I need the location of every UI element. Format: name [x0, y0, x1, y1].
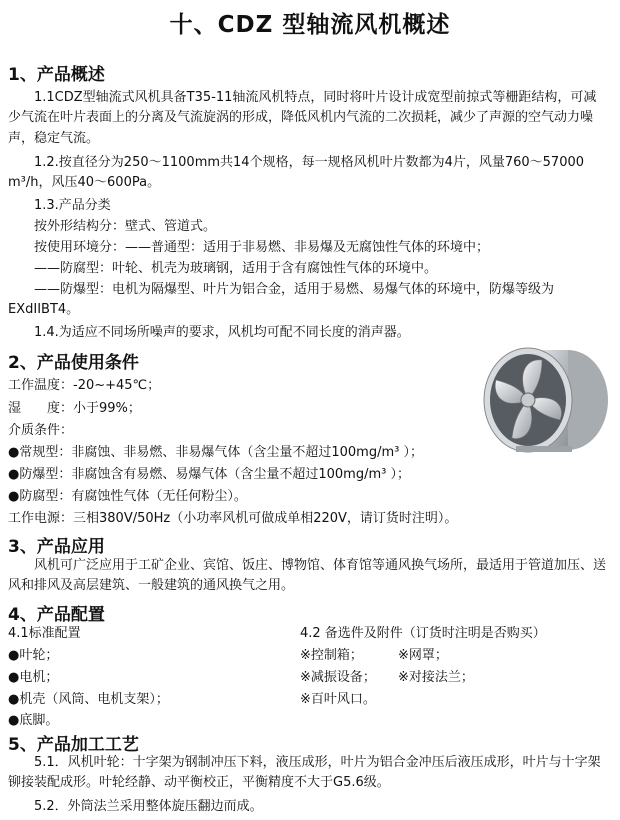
section-heading-application: 3、产品应用: [8, 537, 105, 557]
condition-humidity: 湿 度：小于99%；: [8, 401, 141, 416]
config-item-impeller: ●叶轮；: [8, 648, 59, 663]
section-heading-overview: 1、产品概述: [8, 65, 105, 85]
overview-silencer: 1.4.为适应不同场所噪声的要求，风机均可配不同长度的消声器。: [34, 325, 410, 340]
section-heading-configuration: 4、产品配置: [8, 605, 105, 625]
condition-normal-type: ●常规型：非腐蚀、非易燃、非易爆气体（含尘量不超过100mg/m³ ）；: [8, 445, 423, 460]
overview-by-shape: 按外形结构分：壁式、管道式。: [34, 219, 217, 234]
overview-paragraph-2: 1.2.按直径分为250～1100mm共14个规格，每一规格风机叶片数都为4片，风量760～57000 m³/h，风压40～600Pa。: [8, 155, 585, 191]
overview-explosion-proof: ——防爆型：电机为隔爆型、叶片为铝合金，适用于易燃、易爆气体的环境中，防爆等级为EXdIIBT4。: [8, 282, 555, 318]
axial-fan-image: [476, 344, 616, 456]
section-heading-conditions: 2、产品使用条件: [8, 353, 139, 373]
standard-config-title: 4.1标准配置: [8, 626, 81, 641]
condition-media: 介质条件：: [8, 423, 74, 438]
overview-anticorrosion: ——防腐型：叶轮、机壳为玻璃钢，适用于含有腐蚀性气体的环境中。: [34, 261, 438, 276]
overview-paragraph-1: 1.1CDZ型轴流式风机具备T35-11轴流风机特点，同时将叶片设计成宽型前掠式等栅距结构，可减少气流在叶片表面上的分离及气流旋涡的形成，降低风机内气流的二次损耗，减少了声源的空气动力噪声，稳定气流。: [8, 90, 597, 146]
config-item-casing: ●机壳（风筒、电机支架）；: [8, 692, 169, 707]
config-item-motor: ●电机；: [8, 670, 59, 685]
condition-power: 工作电源：三相380V/50Hz（小功率风机可做成单相220V，请订货时注明）。: [8, 511, 458, 526]
process-impeller: 5.1．风机叶轮：十字架为钢制冲压下料，液压成形，叶片为铝合金冲压后液压成形，叶片与十字架铆接装配成形。叶轮经静、动平衡校正，平衡精度不大于G5.6级。: [8, 755, 601, 791]
application-paragraph: 风机可广泛应用于工矿企业、宾馆、饭庄、博物馆、体育馆等通风换气场所，最适用于管道加压、送风和排风及高层建筑、一般建筑的通风换气之用。: [8, 558, 607, 594]
overview-classification: 1.3.产品分类: [34, 198, 111, 213]
condition-explosion-type: ●防爆型：非腐蚀含有易燃、易爆气体（含尘量不超过100mg/m³ ）；: [8, 467, 410, 482]
overview-by-environment: 按使用环境分：——普通型：适用于非易燃、非易爆及无腐蚀性气体的环境中；: [34, 240, 490, 255]
config-item-feet: ●底脚。: [8, 713, 59, 728]
option-damping: ※减振设备；: [300, 670, 376, 685]
process-flange: 5.2．外筒法兰采用整体旋压翻边而成。: [34, 799, 263, 814]
option-mesh-cover: ※网罩；: [398, 648, 448, 663]
page-title: 十、CDZ 型轴流风机概述: [169, 12, 451, 38]
option-louver: ※百叶风口。: [300, 692, 376, 707]
condition-temperature: 工作温度：-20~+45℃；: [8, 378, 161, 393]
option-flange: ※对接法兰；: [398, 670, 474, 685]
option-control-box: ※控制箱；: [300, 648, 363, 663]
section-heading-process: 5、产品加工工艺: [8, 735, 139, 755]
optional-config-title: 4.2 备选件及附件（订货时注明是否购买）: [300, 626, 546, 641]
condition-corrosion-type: ●防腐型：有腐蚀性气体（无任何粉尘）。: [8, 489, 247, 504]
